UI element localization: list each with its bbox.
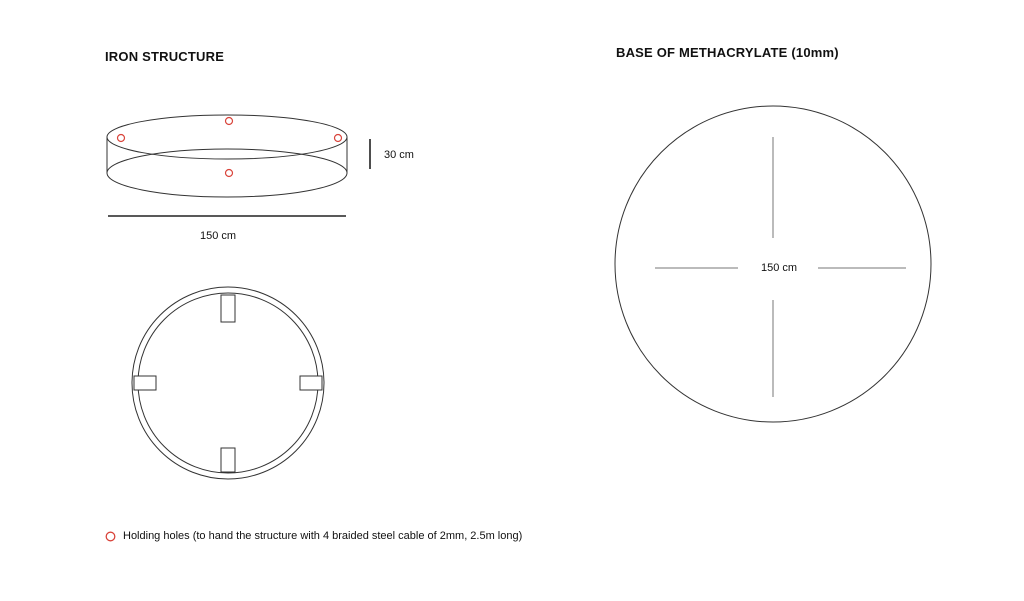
bracket-right xyxy=(300,376,322,390)
bracket-bottom xyxy=(221,448,235,472)
holding-holes xyxy=(118,118,342,177)
base-diameter-label: 150 cm xyxy=(761,262,798,274)
legend-text: Holding holes (to hand the structure with 4 braided steel cable of 2mm, 2.5m long) xyxy=(123,530,523,542)
iron-structure-top-view xyxy=(132,287,324,479)
ring-bottom-ellipse xyxy=(107,149,347,197)
holding-hole xyxy=(118,135,125,142)
height-label: 30 cm xyxy=(384,149,414,161)
iron-structure-title: IRON STRUCTURE xyxy=(105,49,225,64)
ring-top-ellipse xyxy=(107,115,347,159)
holding-hole xyxy=(226,170,233,177)
base-title: BASE OF METHACRYLATE (10mm) xyxy=(616,45,839,60)
holding-hole xyxy=(335,135,342,142)
bracket-left xyxy=(134,376,156,390)
width-label: 150 cm xyxy=(200,230,237,242)
legend xyxy=(105,530,522,542)
iron-structure-perspective xyxy=(107,115,347,197)
holding-hole xyxy=(226,118,233,125)
bracket-top xyxy=(221,295,235,322)
circle-outline-icon xyxy=(105,531,116,542)
